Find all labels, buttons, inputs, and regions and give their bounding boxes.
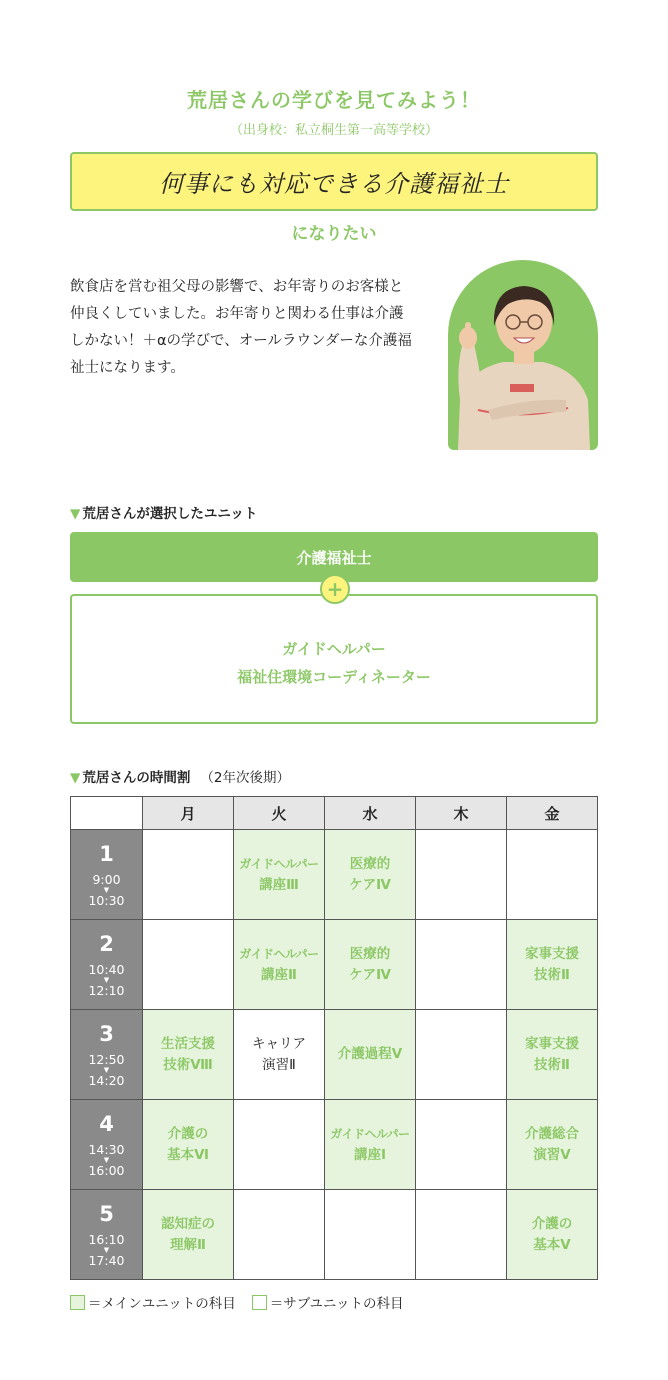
goal-suffix: になりたい	[291, 224, 377, 244]
period-start-time: 10:40	[88, 962, 125, 977]
day-header: 金	[507, 797, 598, 830]
legend-main-text: ＝メインユニットの科目	[88, 1296, 236, 1312]
class-name-line: キャリア	[252, 1035, 306, 1052]
timetable-row	[71, 1100, 598, 1190]
goal-banner: 何事にも対応できる介護福祉士	[70, 152, 598, 211]
period-number: 5	[99, 1202, 114, 1226]
period-number: 1	[99, 842, 114, 866]
class-name-line: ガイドヘルパー	[239, 856, 319, 871]
period-end-time: 14:20	[88, 1073, 125, 1088]
period-start-time: 12:50	[88, 1052, 125, 1067]
empty-class-cell	[416, 830, 507, 920]
class-name-line: 講座Ⅰ	[353, 1146, 387, 1163]
class-name-line: 技術Ⅷ	[163, 1056, 213, 1073]
timetable-corner	[71, 797, 143, 830]
class-name-line: ケアⅣ	[349, 966, 391, 983]
empty-class-cell	[416, 920, 507, 1010]
class-name-line: 家事支援	[525, 945, 579, 962]
class-cell	[325, 830, 416, 920]
class-name-line: ガイドヘルパー	[330, 1126, 410, 1141]
class-name-line: 介護過程Ⅴ	[337, 1046, 403, 1062]
empty-class-cell	[416, 1100, 507, 1190]
student-photo	[448, 260, 598, 450]
class-cell	[325, 1010, 416, 1100]
empty-class-cell	[234, 1100, 325, 1190]
class-name-line: 医療的	[349, 855, 391, 872]
period-end-time: 12:10	[88, 983, 125, 998]
page-title: 荒居さんの学びを見てみよう！	[187, 88, 481, 112]
class-name-line: 生活支援	[161, 1035, 215, 1052]
class-cell	[325, 920, 416, 1010]
timetable-section-label	[70, 766, 290, 786]
arrow-down-icon: ▼	[103, 1156, 110, 1164]
class-name-line: 介護の	[167, 1125, 209, 1142]
legend-sub-text: ＝サブユニットの科目	[269, 1296, 404, 1312]
class-name-line: ケアⅣ	[349, 876, 391, 893]
class-cell	[507, 920, 598, 1010]
period-number: 3	[99, 1022, 114, 1046]
period-number: 2	[99, 932, 114, 956]
day-header: 木	[416, 797, 507, 830]
arrow-down-icon: ▼	[103, 1246, 110, 1254]
class-name-line: 講座Ⅲ	[259, 876, 299, 893]
class-cell	[507, 1100, 598, 1190]
period-start-time: 9:00	[92, 872, 121, 887]
legend-sub-swatch	[252, 1295, 267, 1310]
period-cell	[71, 920, 143, 1010]
empty-class-cell	[416, 1190, 507, 1280]
period-cell	[71, 1190, 143, 1280]
arrow-down-icon: ▼	[103, 1066, 110, 1074]
units-label-text: 荒居さんが選択したユニット	[82, 506, 258, 522]
main-unit: 介護福祉士	[70, 532, 598, 582]
class-cell	[507, 1190, 598, 1280]
period-cell	[71, 830, 143, 920]
triangle-down-icon: ▼	[70, 506, 81, 522]
empty-class-cell	[143, 920, 234, 1010]
class-cell	[325, 1100, 416, 1190]
class-name-line: 認知症の	[161, 1215, 215, 1232]
day-header: 月	[143, 797, 234, 830]
units-section-label	[70, 502, 257, 522]
arrow-down-icon: ▼	[103, 976, 110, 984]
period-start-time: 16:10	[88, 1232, 125, 1247]
class-cell	[234, 920, 325, 1010]
sub-units	[70, 594, 598, 724]
timetable-row	[71, 1190, 598, 1280]
empty-class-cell	[234, 1190, 325, 1280]
arrow-down-icon: ▼	[103, 886, 110, 894]
class-name-line: 介護総合	[525, 1125, 579, 1142]
period-cell	[71, 1100, 143, 1190]
class-name-line: 技術Ⅱ	[534, 966, 570, 983]
timetable	[70, 796, 598, 1280]
empty-class-cell	[416, 1010, 507, 1100]
day-header: 水	[325, 797, 416, 830]
day-header: 火	[234, 797, 325, 830]
class-cell	[143, 1100, 234, 1190]
period-end-time: 10:30	[88, 893, 125, 908]
class-cell	[143, 1010, 234, 1100]
timetable-note: （2年次後期）	[200, 770, 290, 786]
class-name-line: 基本Ⅴ	[533, 1236, 571, 1253]
period-number: 4	[99, 1112, 114, 1136]
timetable-row	[71, 920, 598, 1010]
timetable-row	[71, 1010, 598, 1100]
class-cell	[507, 1010, 598, 1100]
timetable-label-text: 荒居さんの時間割	[82, 770, 191, 786]
timetable-header-row	[71, 797, 598, 830]
class-cell	[234, 1010, 325, 1100]
class-name-line: 基本Ⅵ	[167, 1146, 209, 1163]
class-name-line: 介護の	[531, 1215, 573, 1232]
period-cell	[71, 1010, 143, 1100]
class-name-line: 医療的	[349, 945, 391, 962]
period-end-time: 17:40	[88, 1253, 125, 1268]
class-cell	[143, 1190, 234, 1280]
sub-unit-item: ガイドヘルパー	[282, 640, 386, 658]
sub-unit-item: 福祉住環境コーディネーター	[237, 668, 431, 686]
empty-class-cell	[325, 1190, 416, 1280]
period-end-time: 16:00	[88, 1163, 125, 1178]
class-name-line: 演習Ⅱ	[262, 1056, 296, 1073]
legend-main-swatch	[70, 1295, 85, 1310]
intro-text: 飲食店を営む祖父母の影響で、お年寄りのお客様と仲良くしていました。お年寄りと関わる仕事は介護しかない！＋αの学びで、オールラウンダーな介護福祉士になります。	[70, 279, 412, 376]
period-start-time: 14:30	[88, 1142, 125, 1157]
triangle-down-icon: ▼	[70, 770, 81, 786]
empty-class-cell	[507, 830, 598, 920]
class-name-line: 家事支援	[525, 1035, 579, 1052]
class-name-line: 技術Ⅱ	[534, 1056, 570, 1073]
class-name-line: 講座Ⅱ	[261, 966, 297, 983]
class-cell	[234, 830, 325, 920]
legend	[70, 1292, 404, 1312]
class-name-line: ガイドヘルパー	[239, 946, 319, 961]
timetable-row	[71, 830, 598, 920]
class-name-line: 理解Ⅱ	[170, 1236, 206, 1253]
empty-class-cell	[143, 830, 234, 920]
class-name-line: 演習Ⅴ	[533, 1146, 571, 1163]
school-name: （出身校：私立桐生第一高等学校）	[229, 123, 438, 138]
plus-icon: +	[320, 574, 350, 604]
